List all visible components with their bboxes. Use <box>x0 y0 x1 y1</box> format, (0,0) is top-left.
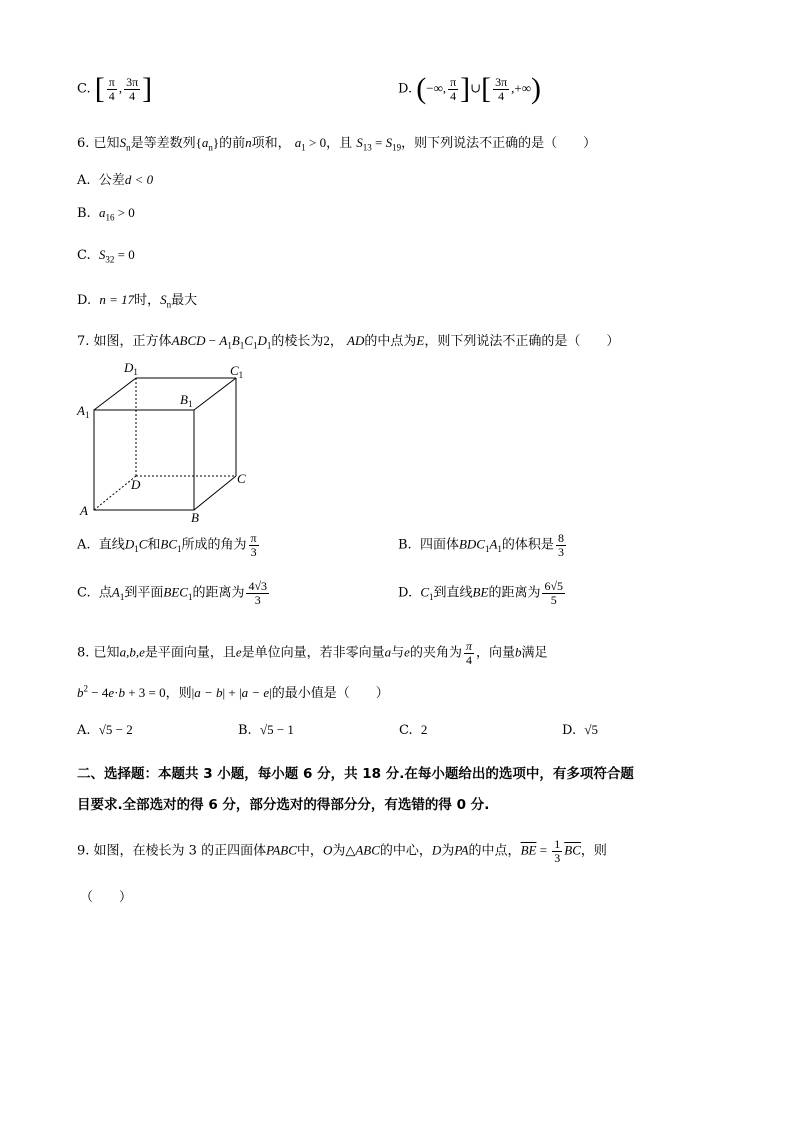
q9-answer-bracket: （ ） <box>80 890 133 905</box>
q8-option-c[interactable]: C. 2 <box>399 722 428 738</box>
label-a1: $A_1$ <box>77 403 90 420</box>
cube-edge-a1d1 <box>94 378 136 410</box>
q7-stem: 7. 如图，正方体ABCD − $A_1B_1C_1D_1$的棱长为2， AD的中点为E，则下列说法不正确的是（ ） <box>77 333 620 351</box>
q8-option-b[interactable]: B. √5 − 1 <box>238 722 294 738</box>
q8-option-d[interactable]: D. √5 <box>562 722 598 738</box>
q5-option-d[interactable]: D. (−∞, $\frac{\pi}{4}$ ]∪[ $\frac{3\pi}{4}$ ,+∞) <box>398 72 541 105</box>
label-b1: $B_1$ <box>180 392 193 409</box>
q6-option-b[interactable]: B. $a_{16} > 0$ <box>77 205 135 223</box>
q8-stem-line1: 8. 已知a,b,e是平面向量，且e是单位向量，若非零向量a与e的夹角为 $\frac{\pi}{4}$ ，向量b满足 <box>77 639 548 667</box>
q9-stem-line1: 9. 如图，在棱长为 3 的正四面体PABC中，O为△ABC的中心，D为PA的中点，$\overline{BE}$ = $\frac{1}{3}$ $\overline{BC}$，则 <box>77 837 607 865</box>
q7-option-a[interactable]: A. 直线$D_1C$和$BC_1$所成的角为 $\frac{\pi}{3}$ <box>77 531 257 559</box>
q8-stem-line2: $b^2 - 4e\cdot b + 3 = 0$，则|a − b| + |a − e|的最小值是（ ） <box>77 683 389 701</box>
q7-option-c[interactable]: C. 点$A_1$到平面$BEC_1$的距离为 $\frac{4√3}{3}$ <box>77 579 268 607</box>
label-a: A <box>80 503 88 518</box>
q8-option-a[interactable]: A. √5 − 2 <box>77 722 133 738</box>
q5-option-c[interactable]: C. [ $\frac{\pi}{4}$ , $\frac{3\pi}{4}$ ] <box>77 72 153 105</box>
cube-front-face <box>94 410 194 510</box>
cube-hidden-edge-ad <box>94 476 136 510</box>
q6-stem: 6. 已知$S_n$是等差数列$\{a_n\}$的前n项和， $a_1 > 0$，且 $S_{13} = S_{19}$，则下列说法不正确的是（ ） <box>77 135 597 153</box>
cube-edge-bc <box>194 476 236 510</box>
q6-option-d[interactable]: D. n = 17时，$S_n$最大 <box>77 292 198 310</box>
cube-edge-b1c1 <box>194 378 236 410</box>
q6-option-c[interactable]: C. $S_{32} = 0$ <box>77 247 135 265</box>
label-d: D <box>131 477 141 492</box>
q7-option-d[interactable]: D. $C_1$到直线BE的距离为 $\frac{6√5}{5}$ <box>398 579 564 607</box>
section2-heading-line2: 目要求.全部选对的得 6 分，部分选对的得部分分，有选错的得 0 分. <box>77 797 490 813</box>
section2-heading-line1: 二、选择题：本题共 3 小题，每小题 6 分，共 18 分.在每小题给出的选项中，有多项符合题 <box>77 766 634 782</box>
cube-figure <box>74 358 254 528</box>
q7-option-b[interactable]: B. 四面体$BDC_1A_1$的体积是 $\frac{8}{3}$ <box>398 531 564 559</box>
option-label: C. <box>77 81 91 97</box>
label-c1: $C_1$ <box>230 363 244 380</box>
label-d1: $D_1$ <box>124 360 138 377</box>
q6-option-a[interactable]: A. 公差d < 0 <box>77 172 154 188</box>
label-c: C <box>237 471 246 486</box>
option-label: D. <box>398 81 413 97</box>
label-b: B <box>191 510 199 525</box>
